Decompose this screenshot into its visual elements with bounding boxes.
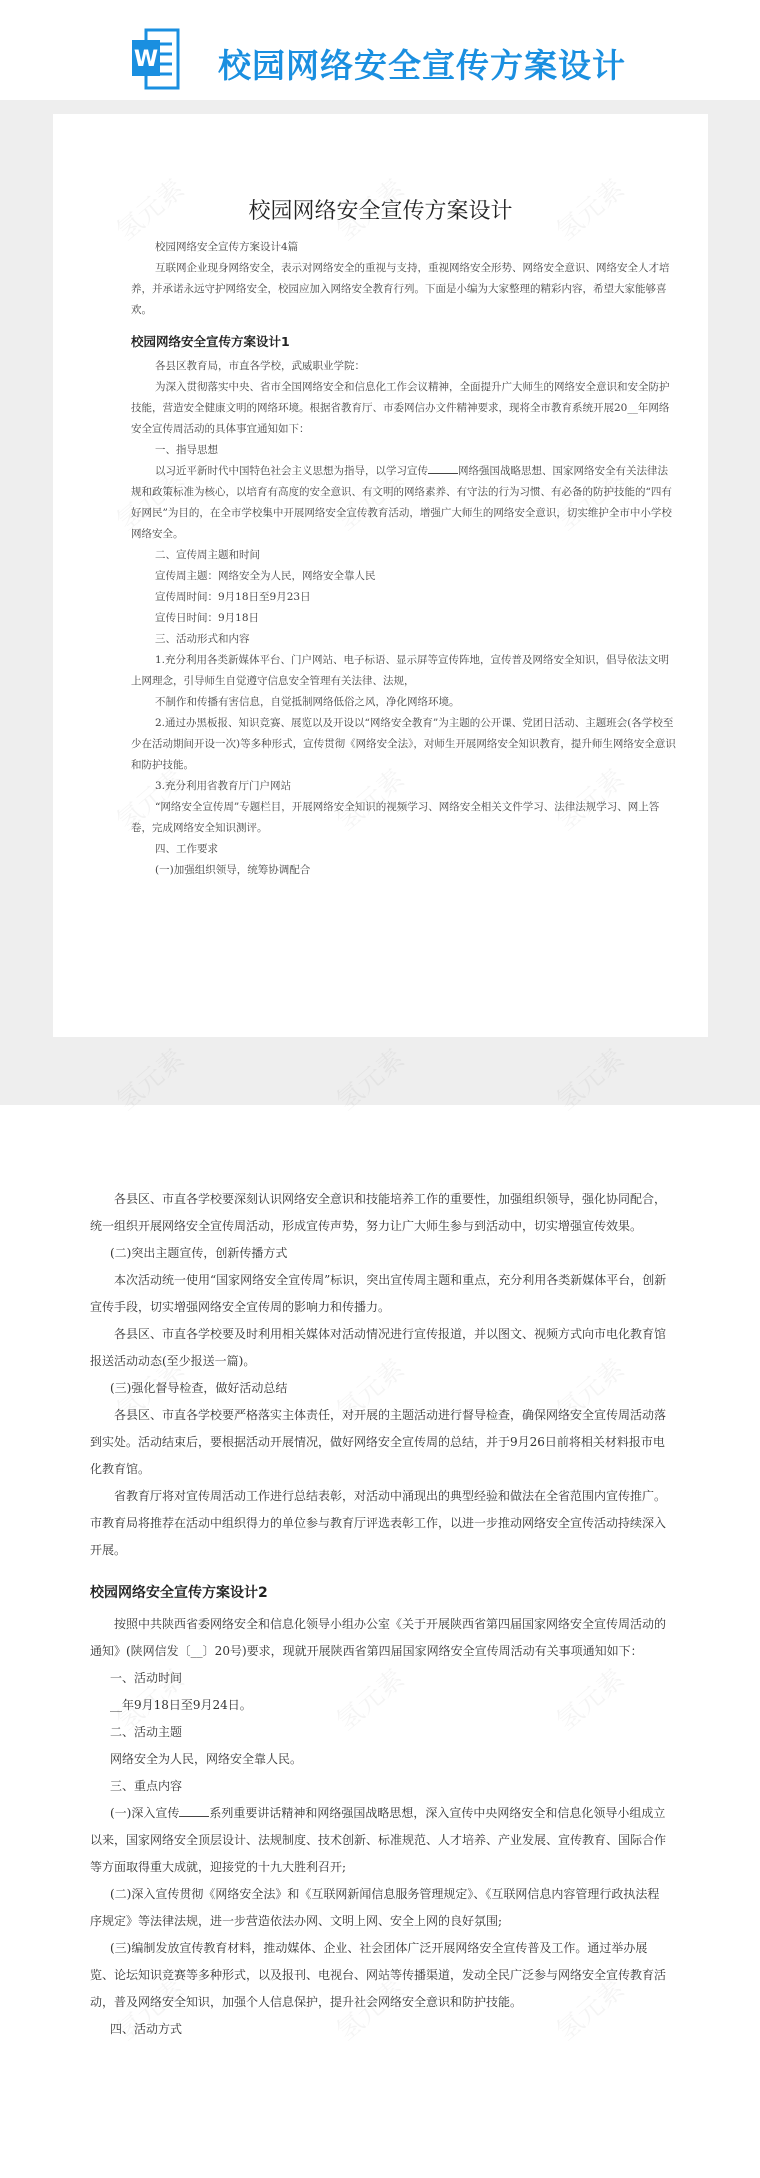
form-item-2: 2.通过办黑板报、知识竞赛、展览以及开设以“网络安全教育”为主题的公开课、党团日活动、主题班会(各学校至少在活动期间开设一次)等多种形式，宣传贯彻《网络安全法》，对师生开展网络安全知识教育，提升师生网络安全意识和防护技能。 bbox=[131, 717, 676, 771]
document-page-1 bbox=[53, 114, 708, 1037]
work-item-1: (一)加强组织领导，统筹协调配合 bbox=[155, 864, 311, 876]
key-content-2: (二)深入宣传贯彻《网络安全法》和《互联网新闻信息服务管理规定》、《互联网信息内容管理行政执法程序规定》等法律法规，进一步营造依法办网、文明上网、安全上网的良好氛围; bbox=[90, 1887, 660, 1928]
section2-paragraph-1: 按照中共陕西省委网络安全和信息化领导小组办公室《关于开展陕西省第四届国家网络安全宣传周活动的通知》(陕网信发〔__〕20号)要求，现就开展陕西省第四届国家网络安全宣传周活动有关事项通知如下： bbox=[90, 1617, 667, 1658]
section1-heading: 校园网络安全宣传方案设计1 bbox=[131, 334, 290, 349]
page2-paragraph-4: 各县区、市直各学校要严格落实主体责任，对开展的主题活动进行督导检查，确保网络安全宣传周活动落到实处。活动结束后，要根据活动开展情况，做好网络安全宣传周的总结，并于9月26日前将相关材料报市电化教育馆。 bbox=[90, 1408, 667, 1476]
banner-header bbox=[0, 0, 760, 100]
page2-heading-3: (三)强化督导检查，做好活动总结 bbox=[110, 1381, 288, 1395]
form-item-1: 1.充分利用各类新媒体平台、门户网站、电子标语、显示屏等宣传阵地，宣传普及网络安全知识，倡导依法文明上网理念，引导师生自觉遵守信息安全管理有关法律、法规， bbox=[131, 654, 670, 687]
period-line: 宣传周时间：9月18日至9月23日 bbox=[155, 591, 311, 603]
heading-activity-time: 一、活动时间 bbox=[110, 1671, 183, 1685]
banner-title: 校园网络安全宣传方案设计 bbox=[218, 46, 626, 85]
document-page-2 bbox=[90, 1186, 668, 2043]
intro-line: 校园网络安全宣传方案设计4篇 bbox=[155, 241, 299, 253]
form-item-3: 3.充分利用省教育厅门户网站 bbox=[155, 780, 292, 792]
heading-key-content: 三、重点内容 bbox=[110, 1779, 183, 1793]
paragraph-guide: 以习近平新时代中国特色社会主义思想为指导，以学习宣传 网络强国战略思想、国家网络安全有关法律法规和政策标准为核心，以培育有高度的安全意识、有文明的网络素养、有守法的行为习惯、有必备的防护技能的“四有好网民”为目的，在全市学校集中开展网络安全宣传教育活动，增强广大师生的网络安全意识，切实维护全市中小学校网络安全。 bbox=[131, 465, 672, 540]
heading-form: 三、活动形式和内容 bbox=[155, 633, 250, 645]
heading-activity-way: 四、活动方式 bbox=[110, 2022, 183, 2036]
page2-paragraph-1: 各县区、市直各学校要深刻认识网络安全意识和技能培养工作的重要性，加强组织领导，强化协同配合，统一组织开展网络安全宣传周活动，形成宣传声势，努力让广大师生参与到活动中，切实增强宣传效果。 bbox=[90, 1192, 667, 1233]
page2-heading-2: (二)突出主题宣传，创新传播方式 bbox=[110, 1246, 288, 1260]
form-item-1b: 不制作和传播有害信息，自觉抵制网络低俗之风，净化网络环境。 bbox=[155, 696, 460, 708]
page2-paragraph-5: 省教育厅将对宣传周活动工作进行总结表彰，对活动中涌现出的典型经验和做法在全省范围内宣传推广。市教育局将推荐在活动中组织得力的单位参与教育厅评选表彰工作，以进一步推动网络安全宣传活动持续深入开展。 bbox=[90, 1489, 667, 1557]
form-item-3b: “网络安全宣传周”专题栏目，开展网络安全知识的视频学习、网络安全相关文件学习、法律法规学习、网上答卷，完成网络安全知识测评。 bbox=[131, 801, 660, 834]
activity-theme: 网络安全为人民，网络安全靠人民。 bbox=[110, 1752, 303, 1766]
heading-guide: 一、指导思想 bbox=[155, 444, 218, 456]
activity-time: __年9月18日至9月24日。 bbox=[110, 1698, 252, 1712]
word-icon-letter: W bbox=[133, 47, 159, 72]
paragraph-notice: 为深入贯彻落实中央、省市全国网络安全和信息化工作会议精神，全面提升广大师生的网络安全意识和安全防护技能，营造安全健康文明的网络环境。根据省教育厅、市委网信办文件精神要求，现将全市教育系统开展20__年网络安全宣传周活动的具体事宜通知如下： bbox=[131, 381, 670, 435]
intro-paragraph: 互联网企业现身网络安全，表示对网络安全的重视与支持，重视网络安全形势、网络安全意识、网络安全人才培养，并承诺永远守护网络安全，校园应加入网络安全教育行列。下面是小编为大家整理的精彩内容，希望大家能够喜欢。 bbox=[131, 262, 670, 316]
page2-paragraph-3: 各县区、市直各学校要及时利用相关媒体对活动情况进行宣传报道，并以图文、视频方式向市电化教育馆报送活动动态(至少报送一篇)。 bbox=[90, 1327, 667, 1368]
salutation: 各县区教育局，市直各学校，武威职业学院： bbox=[155, 360, 365, 372]
heading-theme: 二、宣传周主题和时间 bbox=[155, 549, 260, 561]
key-content-1: (一)深入宣传 系列重要讲话精神和网络强国战略思想，深入宣传中央网络安全和信息化领导小组成立以来，国家网络安全顶层设计、法规制度、技术创新、标准规范、人才培养、产业发展、宣传教育、国际合作等方面取得重大成就，迎接党的十九大胜利召开; bbox=[90, 1806, 667, 1874]
document-title: 校园网络安全宣传方案设计 bbox=[248, 199, 513, 224]
date-line: 宣传日时间：9月18日 bbox=[155, 612, 260, 624]
heading-work: 四、工作要求 bbox=[155, 843, 218, 855]
theme-line: 宣传周主题：网络安全为人民，网络安全靠人民 bbox=[155, 570, 376, 582]
word-document-icon bbox=[132, 28, 180, 90]
heading-activity-theme: 二、活动主题 bbox=[110, 1725, 183, 1739]
key-content-3: (三)编制发放宣传教育材料，推动媒体、企业、社会团体广泛开展网络安全宣传普及工作。通过举办展览、论坛知识竞赛等多种形式，以及报刊、电视台、网站等传播渠道，发动全民广泛参与网络安全宣传教育活动，普及网络安全知识，加强个人信息保护，提升社会网络安全意识和防护技能。 bbox=[90, 1941, 667, 2009]
page2-paragraph-2: 本次活动统一使用“国家网络安全宣传周”标识，突出宣传周主题和重点，充分利用各类新媒体平台，创新宣传手段，切实增强网络安全宣传周的影响力和传播力。 bbox=[90, 1273, 667, 1314]
section2-heading: 校园网络安全宣传方案设计2 bbox=[90, 1585, 268, 1601]
